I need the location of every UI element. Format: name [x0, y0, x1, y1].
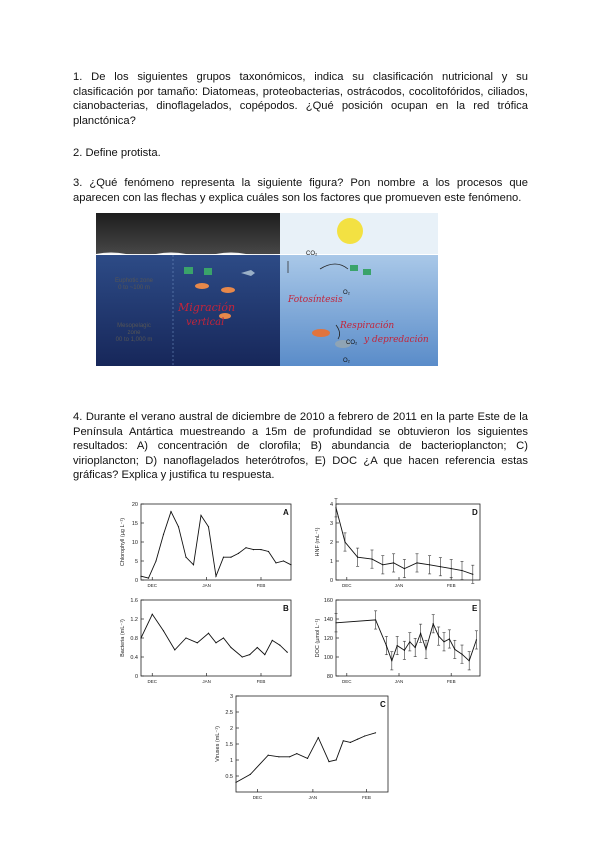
- data-point: [155, 560, 156, 561]
- data-point: [264, 654, 265, 655]
- y-tick-label: 2: [229, 726, 233, 732]
- data-point: [409, 641, 410, 642]
- data-point: [438, 636, 439, 637]
- series-line: [141, 512, 291, 578]
- data-point: [215, 576, 216, 577]
- data-point: [249, 654, 250, 655]
- y-tick-label: 0: [329, 578, 333, 584]
- data-point: [208, 633, 209, 634]
- x-tick-label: DEC: [342, 679, 352, 684]
- series-line: [236, 733, 376, 783]
- y-tick-label: 20: [131, 502, 138, 508]
- data-point: [443, 641, 444, 642]
- data-point: [242, 656, 243, 657]
- x-tick-label: FEB: [256, 679, 266, 684]
- data-point: [283, 560, 284, 561]
- data-point: [250, 774, 251, 775]
- x-tick-label: DEC: [342, 583, 352, 588]
- data-point: [404, 650, 405, 651]
- data-point: [429, 564, 430, 565]
- question-3: 3. ¿Qué fenómeno representa la siguiente figura? Pon nombre a los procesos que aparecen con las flechas y explica cuáles son los factores que promueven este fenómeno.: [73, 177, 528, 204]
- data-point: [461, 654, 462, 655]
- data-point: [425, 649, 426, 650]
- y-tick-label: 1: [329, 559, 333, 565]
- x-tick-label: DEC: [252, 795, 263, 800]
- y-tick-label: 0.4: [130, 655, 138, 661]
- data-point: [404, 568, 405, 569]
- plot-frame: [336, 600, 480, 676]
- data-point: [357, 739, 358, 740]
- data-point: [230, 647, 231, 648]
- data-point: [416, 562, 417, 563]
- data-point: [174, 649, 175, 650]
- y-tick-label: 80: [326, 674, 333, 680]
- y-tick-label: 0.5: [225, 774, 233, 780]
- y-tick-label: 3: [229, 694, 233, 700]
- question-4: 4. Durante el verano austral de diciembre de 2010 a febrero de 2011 en la parte Este de la Península Antártica muestreando a 15m de profundidad se obtuvieron los siguientes resultados: A) concentración de clorofila; B) abundancia de bacterioplancton; C) virioplancton; D) nanoflagelados heterótrofos, E) DOC ¿A que hacen referencia estas gráficas? Explica y justifica tu respuesta.: [73, 411, 528, 482]
- y-axis-label: HNF (mL⁻¹): [315, 527, 321, 557]
- data-point: [461, 570, 462, 571]
- data-point: [415, 647, 416, 648]
- data-point: [451, 568, 452, 569]
- x-tick-label: JAN: [308, 795, 318, 800]
- data-point: [140, 576, 141, 577]
- data-point: [260, 549, 261, 550]
- data-point: [245, 547, 246, 548]
- o2-label-bottom: O₂: [343, 358, 350, 364]
- panel-letter: A: [283, 508, 289, 517]
- plot-frame: [336, 504, 480, 580]
- y-tick-label: 15: [131, 521, 138, 527]
- y-tick-label: 1: [229, 758, 233, 764]
- data-point: [193, 564, 194, 565]
- question-2: 2. Define protista.: [73, 147, 161, 159]
- euphotic-zone-label: Euphotic zone 0 to ~100 m: [114, 278, 154, 291]
- y-axis-label: Bacteria (mL⁻¹): [120, 619, 126, 657]
- data-point: [371, 559, 372, 560]
- co2-label-top: CO₂: [306, 251, 318, 257]
- plot-frame: [236, 696, 388, 792]
- chart-chlorophyll: [113, 498, 296, 590]
- y-tick-label: 160: [323, 598, 333, 604]
- y-tick-label: 120: [323, 636, 333, 642]
- series-line: [141, 614, 287, 657]
- handwritten-note: vertical: [186, 317, 225, 328]
- data-point: [318, 737, 319, 738]
- data-point: [185, 637, 186, 638]
- chart-viruses: [206, 690, 396, 805]
- panel-letter: D: [472, 508, 478, 517]
- data-point: [449, 638, 450, 639]
- data-point: [208, 526, 209, 527]
- data-point: [235, 782, 236, 783]
- data-point: [287, 652, 288, 653]
- x-tick-label: JAN: [202, 583, 211, 588]
- data-point: [163, 534, 164, 535]
- handwritten-note: Fotosíntesis: [288, 295, 343, 305]
- x-tick-label: JAN: [394, 583, 404, 588]
- y-tick-label: 10: [131, 540, 138, 546]
- data-point: [223, 637, 224, 638]
- y-tick-label: 1.6: [130, 598, 138, 604]
- data-point: [454, 649, 455, 650]
- data-point: [357, 557, 358, 558]
- y-axis-label: Chlorophyll (µg L⁻¹): [120, 517, 126, 567]
- y-tick-label: 0.8: [130, 636, 138, 642]
- x-tick-label: FEB: [446, 583, 456, 588]
- data-point: [336, 759, 337, 760]
- data-point: [440, 566, 441, 567]
- y-tick-label: 0: [134, 674, 138, 680]
- data-point: [200, 515, 201, 516]
- data-point: [335, 507, 336, 508]
- data-point: [290, 564, 291, 565]
- data-point: [472, 574, 473, 575]
- data-point: [152, 614, 153, 615]
- x-tick-label: JAN: [202, 679, 211, 684]
- biological-pump-figure: [96, 213, 438, 366]
- data-point: [178, 526, 179, 527]
- data-point: [375, 732, 376, 733]
- sun-icon: [337, 218, 363, 244]
- panel-letter: B: [283, 604, 289, 613]
- y-tick-label: 2: [329, 540, 333, 546]
- x-tick-label: FEB: [446, 679, 456, 684]
- data-point: [476, 639, 477, 640]
- data-point: [343, 740, 344, 741]
- data-point: [275, 562, 276, 563]
- data-point: [223, 557, 224, 558]
- chart-doc: [306, 594, 486, 686]
- y-axis-label: DOC (µmol L⁻¹): [315, 618, 321, 658]
- data-point: [350, 742, 351, 743]
- data-point: [268, 755, 269, 756]
- data-point: [382, 564, 383, 565]
- data-point: [375, 619, 376, 620]
- y-tick-label: 5: [134, 559, 138, 565]
- x-tick-label: FEB: [256, 583, 266, 588]
- x-tick-label: DEC: [147, 679, 158, 684]
- data-point: [197, 642, 198, 643]
- y-tick-label: 2.5: [225, 710, 233, 716]
- y-tick-label: 0: [134, 578, 138, 584]
- data-point: [140, 637, 141, 638]
- chart-hnf: [306, 498, 486, 590]
- data-point: [163, 630, 164, 631]
- data-point: [279, 645, 280, 646]
- y-tick-label: 100: [323, 655, 333, 661]
- y-tick-label: 1.5: [225, 742, 233, 748]
- chart-bacteria: [113, 594, 296, 686]
- data-point: [253, 549, 254, 550]
- y-tick-label: 140: [323, 617, 333, 623]
- data-point: [230, 557, 231, 558]
- data-point: [328, 761, 329, 762]
- o2-label-top: O₂: [343, 290, 350, 296]
- panel-letter: E: [472, 604, 478, 613]
- y-tick-label: 1.2: [130, 617, 138, 623]
- data-point: [272, 640, 273, 641]
- zooplankton-icon: [312, 329, 330, 337]
- data-point: [335, 622, 336, 623]
- y-tick-label: 4: [329, 502, 333, 508]
- plot-frame: [141, 600, 291, 676]
- data-point: [289, 756, 290, 757]
- x-tick-label: FEB: [362, 795, 371, 800]
- data-point: [420, 633, 421, 634]
- data-point: [185, 557, 186, 558]
- y-axis-label: Viruses (mL⁻¹): [215, 726, 221, 762]
- question-1: 1. De los siguientes grupos taxonómicos, indica su clasificación nutricional y su clasificación por tamaño: Diatomeas, proteobacterias, ostrácodos, cocolitofóridos, ciliados, cianobacterias, dinoflagelados, copépodos. ¿Qué posición ocupan en la red trófica planctónica?: [73, 71, 528, 127]
- handwritten-note: Migración: [178, 301, 236, 314]
- data-point: [433, 623, 434, 624]
- data-point: [307, 758, 308, 759]
- data-point: [344, 541, 345, 542]
- handwritten-note: y depredación: [364, 335, 429, 345]
- co2-label-bottom: CO₂: [346, 340, 358, 346]
- data-point: [364, 735, 365, 736]
- mesopelagic-zone-label: Mesopelagic zone 00 to 1,000 m: [115, 323, 153, 343]
- handwritten-note: Respiración: [340, 321, 395, 331]
- data-point: [397, 645, 398, 646]
- x-tick-label: JAN: [394, 679, 404, 684]
- data-point: [238, 553, 239, 554]
- data-point: [278, 756, 279, 757]
- data-point: [386, 645, 387, 646]
- data-point: [215, 642, 216, 643]
- data-point: [296, 753, 297, 754]
- data-point: [393, 562, 394, 563]
- data-point: [170, 511, 171, 512]
- x-tick-label: DEC: [147, 583, 158, 588]
- plot-frame: [141, 504, 291, 580]
- data-point: [148, 578, 149, 579]
- data-point: [268, 551, 269, 552]
- data-point: [469, 660, 470, 661]
- y-tick-label: 3: [329, 521, 333, 527]
- panel-letter: C: [380, 700, 386, 709]
- data-point: [257, 647, 258, 648]
- data-point: [391, 660, 392, 661]
